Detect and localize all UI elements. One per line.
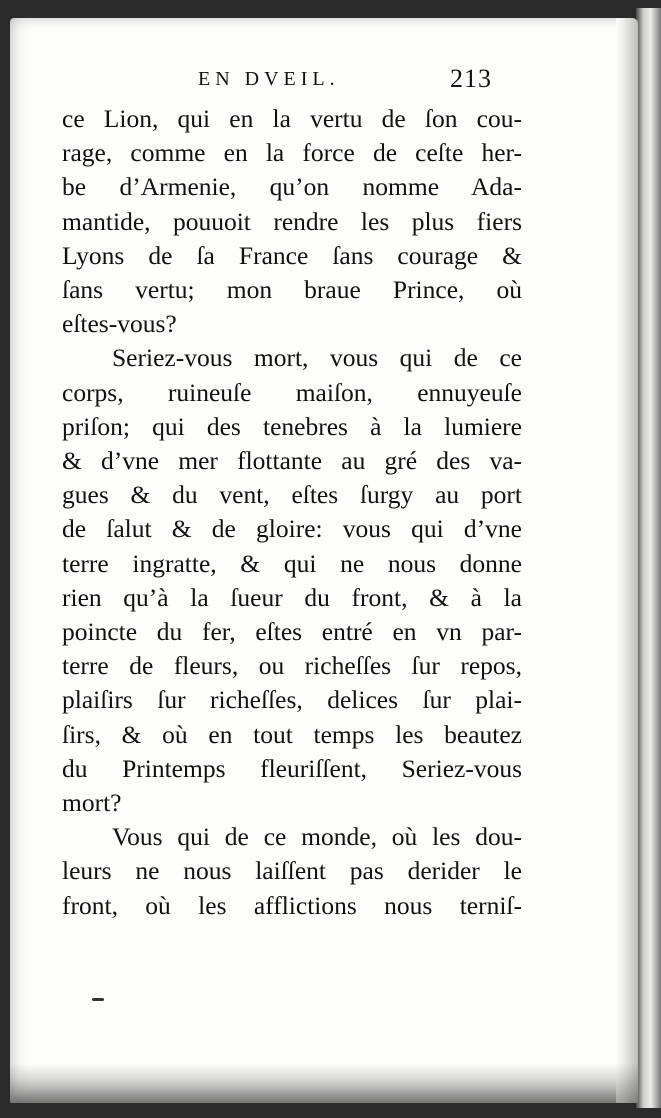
text-line: plaiſirs ſur richeſſes, delices ſur plai- [62,685,522,715]
ink-speck [92,998,104,1001]
book-page [10,18,638,1103]
adjacent-page-edge [636,8,661,1108]
text-line: eſtes-vous? [62,309,177,339]
text-line: & d’vne mer flottante au gré des va- [62,446,522,476]
text-line: mort? [62,788,122,818]
text-line: Lyons de ſa France ſans courage & [62,240,522,270]
text-line: ſirs, & où en tout temps les beautez [62,719,522,749]
text-line: Seriez-vous mort, vous qui de ce [112,343,522,373]
page-edge-shadow [616,18,638,1103]
text-line: be d’Armenie, qu’on nomme Ada- [62,172,522,202]
text-line: du Printemps fleuriſſent, Seriez-vous [62,753,522,783]
text-line: de ſalut & de gloire: vous qui d’vne [62,514,522,544]
text-line: priſon; qui des tenebres à la lumiere [62,411,522,441]
text-line: ſans vertu; mon braue Prince, où [62,275,522,305]
text-line: leurs ne nous laiſſent pas derider le [62,856,522,886]
text-line: gues & du vent, eſtes ſurgy au port [62,480,522,510]
text-line: rien qu’à la ſueur du front, & à la [62,582,522,612]
body-text [62,102,522,923]
text-line: terre de fleurs, ou richeſſes ſur repos, [62,651,522,681]
text-line: front, où les afflictions nous terniſ- [62,890,522,920]
text-line: Vous qui de ce monde, où les dou- [112,822,522,852]
text-line: rage, comme en la force de ceſte her- [62,138,522,168]
running-head: EN DVEIL. [198,68,340,90]
page-header [10,64,638,94]
text-line: ce Lion, qui en la vertu de ſon cou- [62,104,522,133]
text-line: corps, ruineuſe maiſon, ennuyeuſe [62,377,522,407]
text-line: terre ingratte, & qui ne nous donne [62,548,522,578]
text-line: mantide, pouuoit rendre les plus fiers [62,206,522,236]
text-line: poincte du fer, eſtes entré en vn par- [62,617,522,647]
page-number: 213 [450,64,492,93]
